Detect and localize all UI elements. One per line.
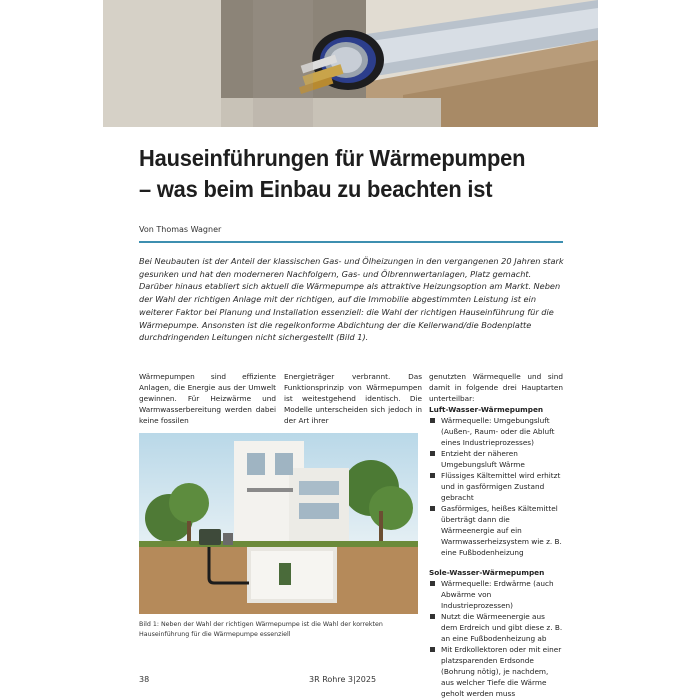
article-title xyxy=(139,143,539,205)
body-column-2 xyxy=(284,371,422,426)
article-title-line1: Hauseinführungen für Wärmepumpen xyxy=(139,145,526,171)
list-item: Nutzt die Wärmeenergie aus dem Erdreich und gibt diese z. B. an eine Fußbodenheizung ab xyxy=(429,611,563,644)
section-heading-sole-wasser: Sole-Wasser-Wärmepumpen xyxy=(429,568,545,577)
list-item: Wärmequelle: Umgebungsluft (Außen-, Raum- oder die Abluft eines Industrieprozesses) xyxy=(429,415,563,448)
list-item: Wärmequelle: Erdwärme (auch Abwärme von Industrieprozessen) xyxy=(429,578,563,611)
byline: Von Thomas Wagner xyxy=(139,225,222,234)
hero-image xyxy=(103,0,598,127)
bullet-list-luft-wasser xyxy=(429,415,563,558)
section-heading-luft-wasser: Luft-Wasser-Wärmepumpen xyxy=(429,405,544,414)
lead-paragraph: Bei Neubauten ist der Anteil der klassischen Gas- und Ölheizungen in den vergangenen 20 Jahren stark gesunken und hat den moderneren Nachfolgern, Gas- und Ölbrennwertanlagen, Platz gemacht. Darüber hinaus etabliert sich aktuell die Wärmepumpe als attraktive Heizungsoption am Markt. Neben der Wahl der richtigen Anlage mit der richtigen, auf die Immobilie abgestimmten Leistung ist ein weiterer Faktor bei Planung und Installation essenziell: die Wahl der richtigen Hauseinführung für die Wärmepumpe. Ansonsten ist die regelkonforme Abdichtung der die Kellerwand/die Bodenplatte durchdringenden Leitungen nicht sichergestellt (Bild 1). xyxy=(139,256,564,343)
list-item: Entzieht der näheren Umgebungsluft Wärme xyxy=(429,448,563,470)
body-column-3 xyxy=(429,371,563,699)
page-number: 38 xyxy=(139,675,150,684)
magazine-issue: 3R Rohre 3|2025 xyxy=(309,675,377,684)
body-text: genutzten Wärmequelle und sind damit in folgende drei Hauptarten unterteilbar: xyxy=(429,372,563,403)
figure-image xyxy=(139,433,418,614)
list-item: Mit Erdkollektoren oder mit einer platzsparenden Erdsonde (Bohrung nötig), je nachdem, aus welcher Tiefe die Wärme geholt werden muss xyxy=(429,644,563,699)
article-title-line2: – was beim Einbau zu beachten ist xyxy=(139,176,493,202)
figure-caption: Bild 1: Neben der Wahl der richtigen Wärmepumpe ist die Wahl der korrekten Hauseinführung für die Wärmepumpe essenziell xyxy=(139,621,383,638)
body-text: Energieträger verbrannt. Das Funktionsprinzip von Wärmepumpen ist weitestgehend identisch. Die Modelle unterscheiden sich jedoch in der Art ihrer xyxy=(284,372,422,425)
list-item: Gasförmiges, heißes Kältemittel überträgt dann die Wärmeenergie auf ein Warmwasserheizsystem wie z. B. eine Fußbodenheizung xyxy=(429,503,563,558)
list-item: Flüssiges Kältemittel wird erhitzt und in gasförmigen Zustand gebracht xyxy=(429,470,563,503)
body-text: Wärmepumpen sind effiziente Anlagen, die Energie aus der Umwelt gewinnen. Für Heizwärme und Warmwasserbereitung werden dabei keine fossilen xyxy=(139,372,276,425)
bullet-list-sole-wasser xyxy=(429,578,563,699)
divider xyxy=(139,241,563,243)
body-column-1 xyxy=(139,371,276,426)
